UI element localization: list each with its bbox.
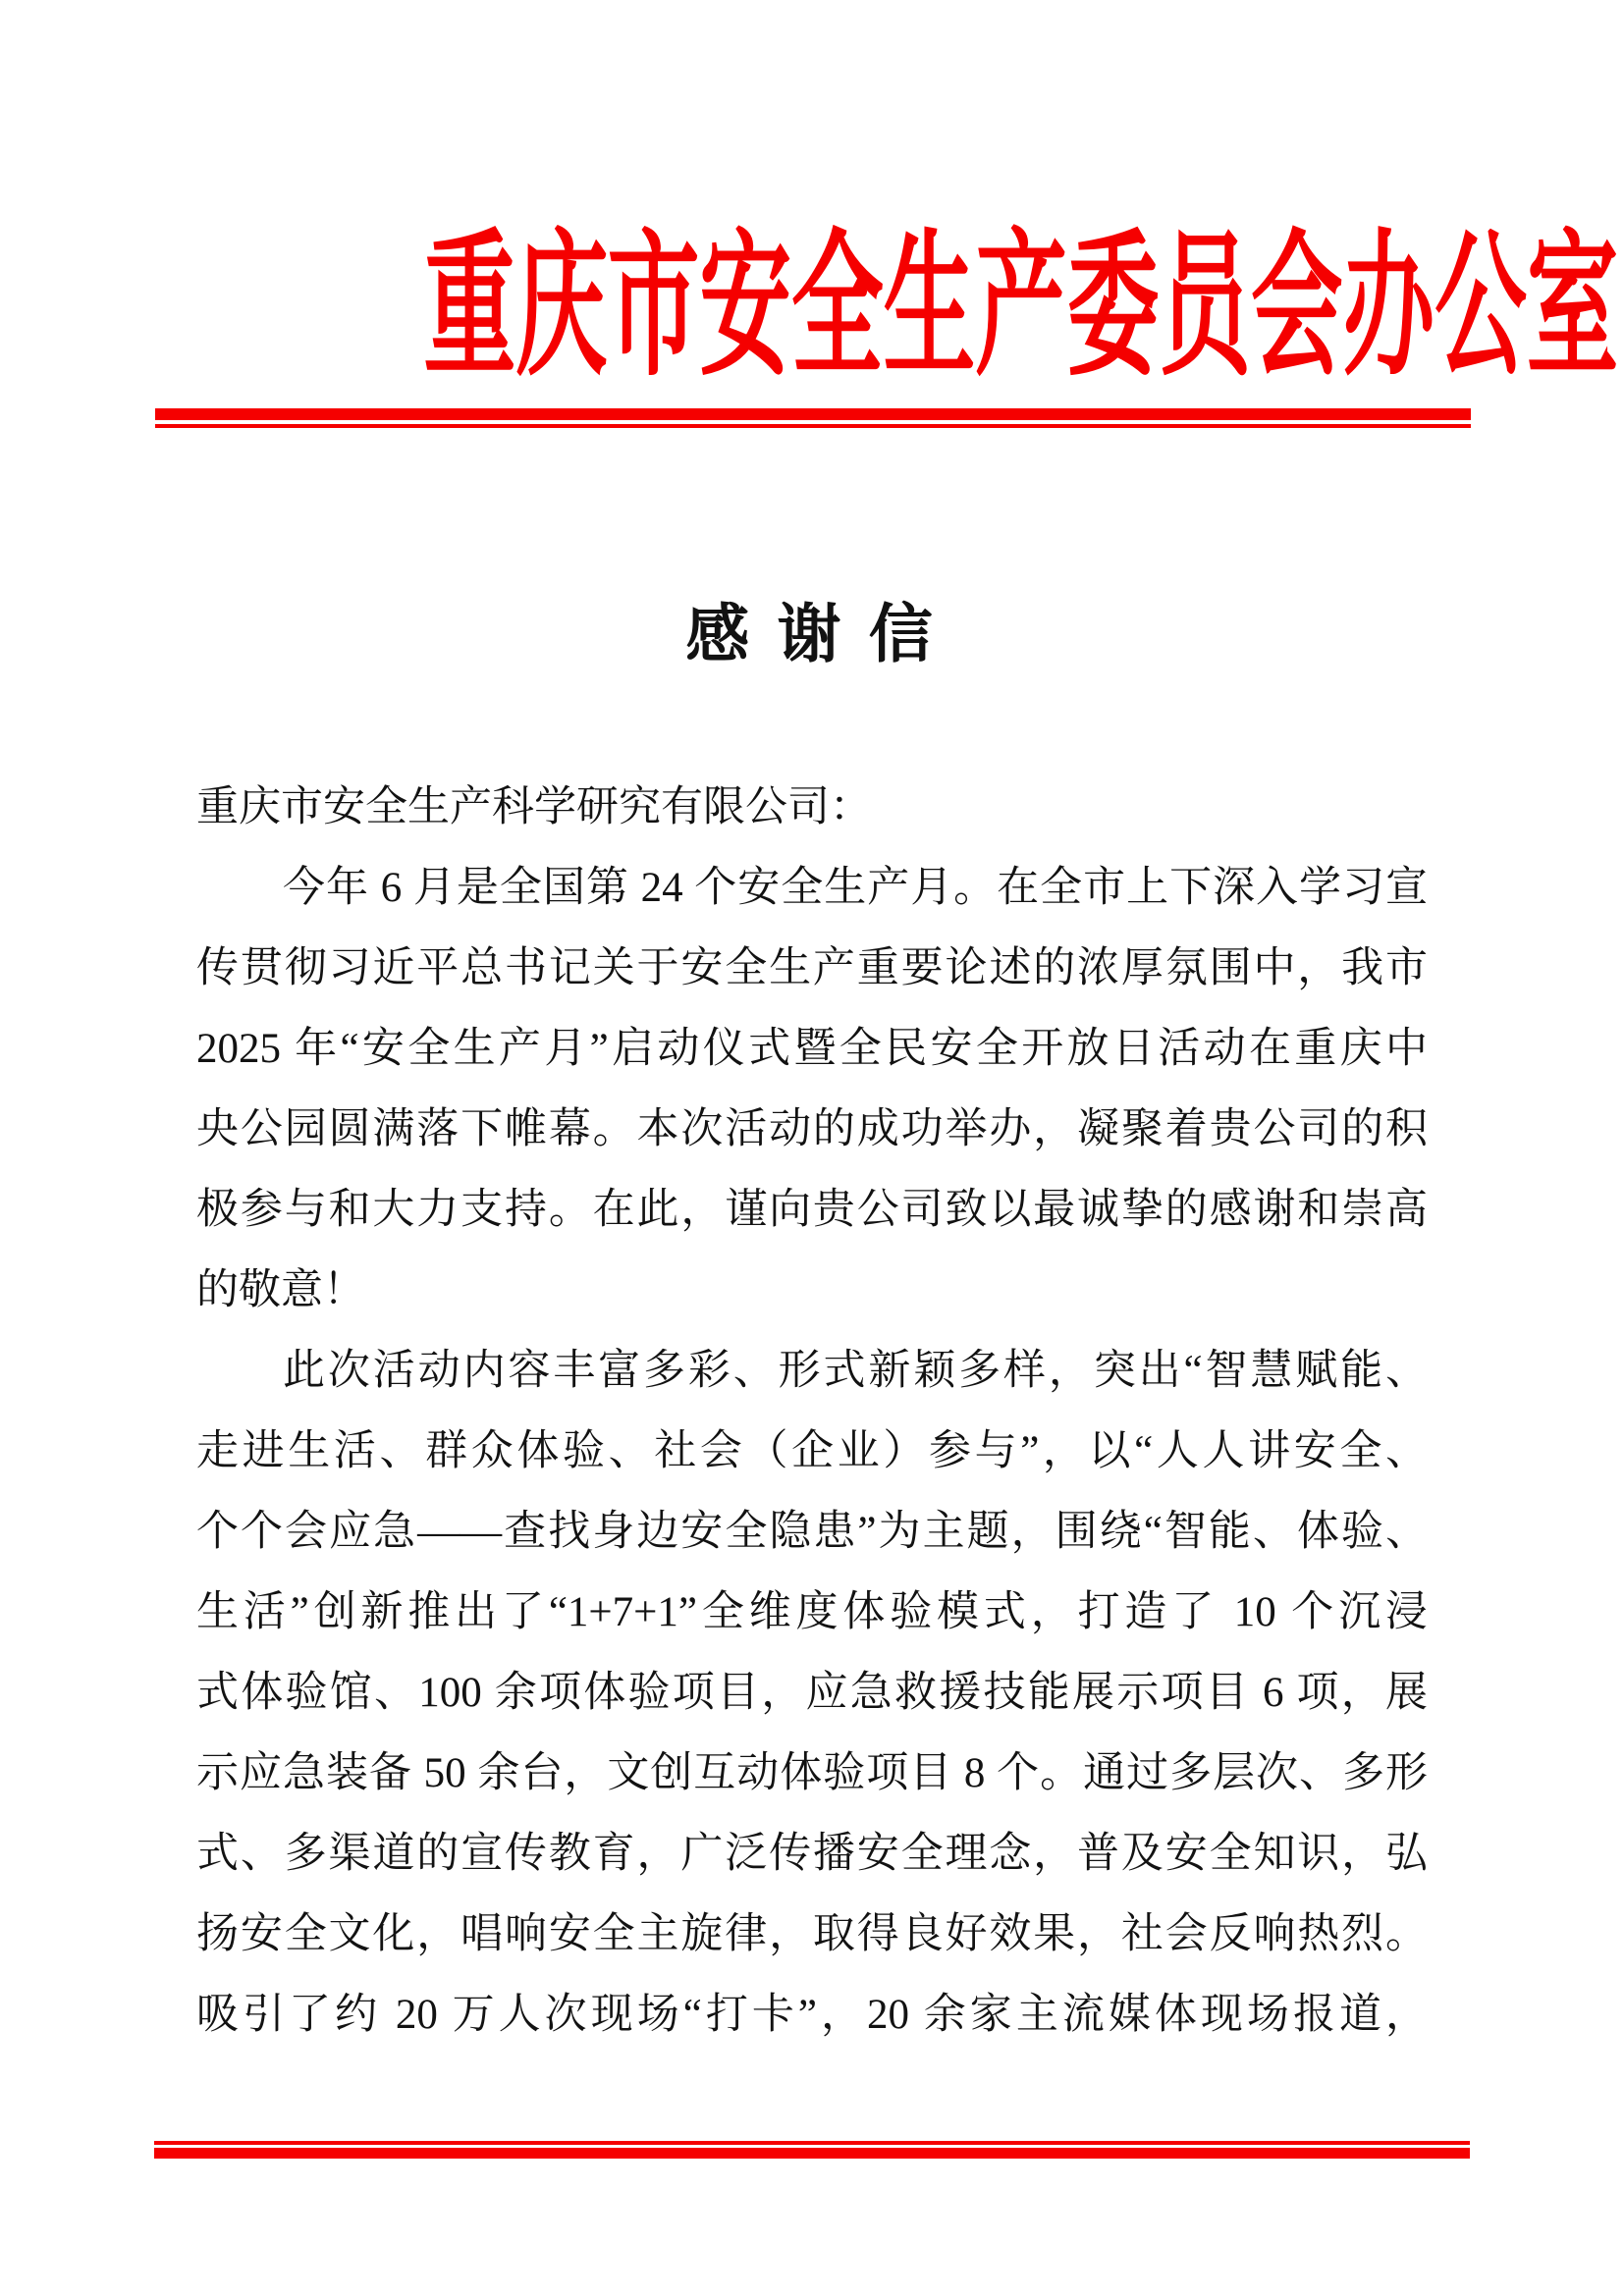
body-line: 央公园圆满落下帷幕。本次活动的成功举办，凝聚着贵公司的积 (196, 1106, 1428, 1152)
body-line: 传贯彻习近平总书记关于安全生产重要论述的浓厚氛围中，我市 (196, 945, 1428, 991)
letterhead-rule-thin (155, 424, 1471, 428)
body-line: 2025 年“安全生产月”启动仪式暨全民安全开放日活动在重庆中 (196, 1026, 1428, 1072)
letterhead-rule-thick (155, 408, 1471, 420)
body-line: 吸引了约 20 万人次现场“打卡”，20 余家主流媒体现场报道， (196, 1992, 1428, 2038)
salutation: 重庆市安全生产科学研究有限公司： (196, 784, 872, 830)
letter-title: 感 谢 信 (685, 600, 939, 670)
body-line: 走进生活、群众体验、社会（企业）参与”，以“人人讲安全、 (196, 1428, 1428, 1474)
body-line: 式、多渠道的宣传教育，广泛传播安全理念，普及安全知识，弘 (196, 1831, 1428, 1877)
body-line: 式体验馆、100 余项体验项目，应急救援技能展示项目 6 项，展 (196, 1670, 1428, 1716)
body-lines (196, 848, 1428, 2056)
body-line: 扬安全文化，唱响安全主旋律，取得良好效果，社会反响热烈。 (196, 1911, 1428, 1957)
letterhead (0, 220, 1624, 395)
body-line: 的敬意！ (196, 1267, 365, 1313)
body-line: 今年 6 月是全国第 24 个安全生产月。在全市上下深入学习宣 (283, 865, 1428, 911)
body-line: 生活”创新推出了“1+7+1”全维度体验模式，打造了 10 个沉浸 (196, 1589, 1428, 1635)
body-line: 示应急装备 50 余台，文创互动体验项目 8 个。通过多层次、多形 (196, 1750, 1428, 1796)
body-line: 个个会应急——查找身边安全隐患”为主题，围绕“智能、体验、 (196, 1509, 1428, 1555)
body-line: 此次活动内容丰富多彩、形式新颖多样，突出“智慧赋能、 (283, 1348, 1428, 1394)
footer-rule-thick (154, 2148, 1470, 2159)
letterhead-title: 重庆市安全生产委员会办公室 (423, 220, 1619, 395)
body-line: 极参与和大力支持。在此，谨向贵公司致以最诚挚的感谢和崇高 (196, 1187, 1428, 1233)
letter-body (196, 768, 1428, 2056)
footer-rule-thin (154, 2141, 1470, 2145)
